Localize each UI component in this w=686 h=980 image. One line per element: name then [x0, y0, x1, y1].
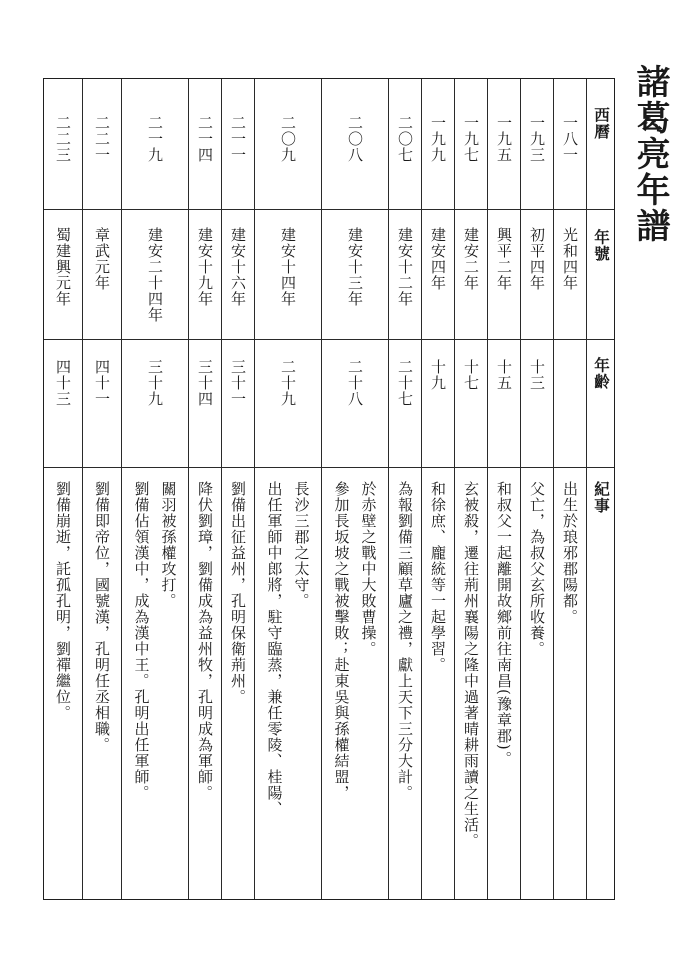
table-row	[321, 79, 388, 899]
era-cell: 建安十九年	[196, 227, 214, 307]
era-cell: 建安十六年	[229, 227, 247, 307]
chronology-table	[43, 78, 615, 900]
age-cell: 三十四	[196, 359, 214, 407]
year-cell: 二〇八	[346, 115, 364, 163]
event-cell-line: 出任軍師中郎將，駐守臨蒸，兼任零陵、桂陽、	[265, 481, 284, 817]
events-header: 紀事	[592, 481, 611, 514]
event-cell: 和叔父一起離開故鄉前往南昌(豫章郡)。	[495, 481, 513, 767]
era-cell: 初平四年	[528, 227, 546, 291]
age-cell: 四十三	[54, 359, 72, 407]
age-cell: 十九	[429, 359, 447, 391]
era-cell: 章武元年	[93, 227, 111, 291]
year-cell: 一九五	[495, 115, 513, 163]
age-cell: 十三	[528, 359, 546, 391]
event-cell-line: 長沙三郡之太守。	[292, 481, 311, 609]
age-cell: 十七	[462, 359, 480, 391]
era-cell: 建安十二年	[396, 227, 414, 307]
age-cell: 十五	[495, 359, 513, 391]
event-cell: 劉備即帝位，國號漢，孔明任丞相職。	[93, 481, 111, 753]
table-row	[82, 79, 121, 899]
event-cell-line: 參加長坂坡之戰被擊敗；赴東吳與孫權結盟，	[332, 481, 351, 801]
event-cell: 出生於琅邪郡陽都。	[561, 481, 579, 625]
event-cell: 父亡，為叔父玄所收養。	[528, 481, 546, 657]
table-row	[520, 79, 553, 899]
age-cell: 二十七	[396, 359, 414, 407]
year-header: 西曆	[592, 107, 611, 140]
era-cell: 建安二年	[462, 227, 480, 291]
age-cell: 四十一	[93, 359, 111, 407]
era-cell: 興平二年	[495, 227, 513, 291]
event-cell-line: 劉備佔領漢中，成為漢中王。孔明出任軍師。	[132, 481, 151, 801]
event-cell-line: 於赤壁之戰中大敗曹操。	[359, 481, 378, 657]
age-cell: 二十九	[279, 359, 297, 407]
event-cell: 降伏劉璋，劉備成為益州牧，孔明成為軍師。	[196, 481, 214, 801]
event-cell: 劉備崩逝，託孤孔明，劉禪繼位。	[54, 481, 72, 721]
event-cell: 和徐庶、龐統等一起學習。	[429, 481, 447, 673]
year-cell: 二一九	[146, 115, 164, 163]
year-cell: 二二三	[54, 115, 72, 163]
year-cell: 二一一	[229, 115, 247, 163]
year-cell: 二〇九	[279, 115, 297, 163]
table-row	[454, 79, 487, 899]
table-row	[221, 79, 254, 899]
era-cell: 建安十四年	[279, 227, 297, 307]
age-cell: 三十一	[229, 359, 247, 407]
age-cell: 三十九	[146, 359, 164, 407]
era-cell: 蜀建興元年	[54, 227, 72, 307]
table-row	[121, 79, 188, 899]
era-header: 年號	[592, 229, 611, 262]
year-cell: 二二一	[93, 115, 111, 163]
year-cell: 一九七	[462, 115, 480, 163]
table-row	[421, 79, 454, 899]
age-header: 年齡	[592, 357, 611, 390]
table-row	[388, 79, 421, 899]
event-cell-line: 關羽被孫權攻打。	[159, 481, 178, 609]
era-cell: 建安四年	[429, 227, 447, 291]
page-title: 諸葛亮年譜	[630, 64, 670, 244]
table-row	[487, 79, 520, 899]
header-column	[586, 79, 615, 899]
year-cell: 一九三	[528, 115, 546, 163]
event-cell: 玄被殺，遷往荊州襄陽之隆中過著晴耕雨讀之生活。	[462, 481, 480, 849]
table-row	[188, 79, 221, 899]
age-cell: 二十八	[346, 359, 364, 407]
era-cell: 光和四年	[561, 227, 579, 291]
era-cell: 建安二十四年	[146, 227, 164, 323]
event-cell: 劉備出征益州，孔明保衛荊州。	[229, 481, 247, 705]
year-cell: 一九九	[429, 115, 447, 163]
era-cell: 建安十三年	[346, 227, 364, 307]
table-row	[553, 79, 586, 899]
table-row	[254, 79, 321, 899]
year-cell: 二一四	[196, 115, 214, 163]
year-cell: 二〇七	[396, 115, 414, 163]
year-cell: 一八一	[561, 115, 579, 163]
table-row	[44, 79, 82, 899]
event-cell: 為報劉備三顧草廬之禮，獻上天下三分大計。	[396, 481, 414, 801]
